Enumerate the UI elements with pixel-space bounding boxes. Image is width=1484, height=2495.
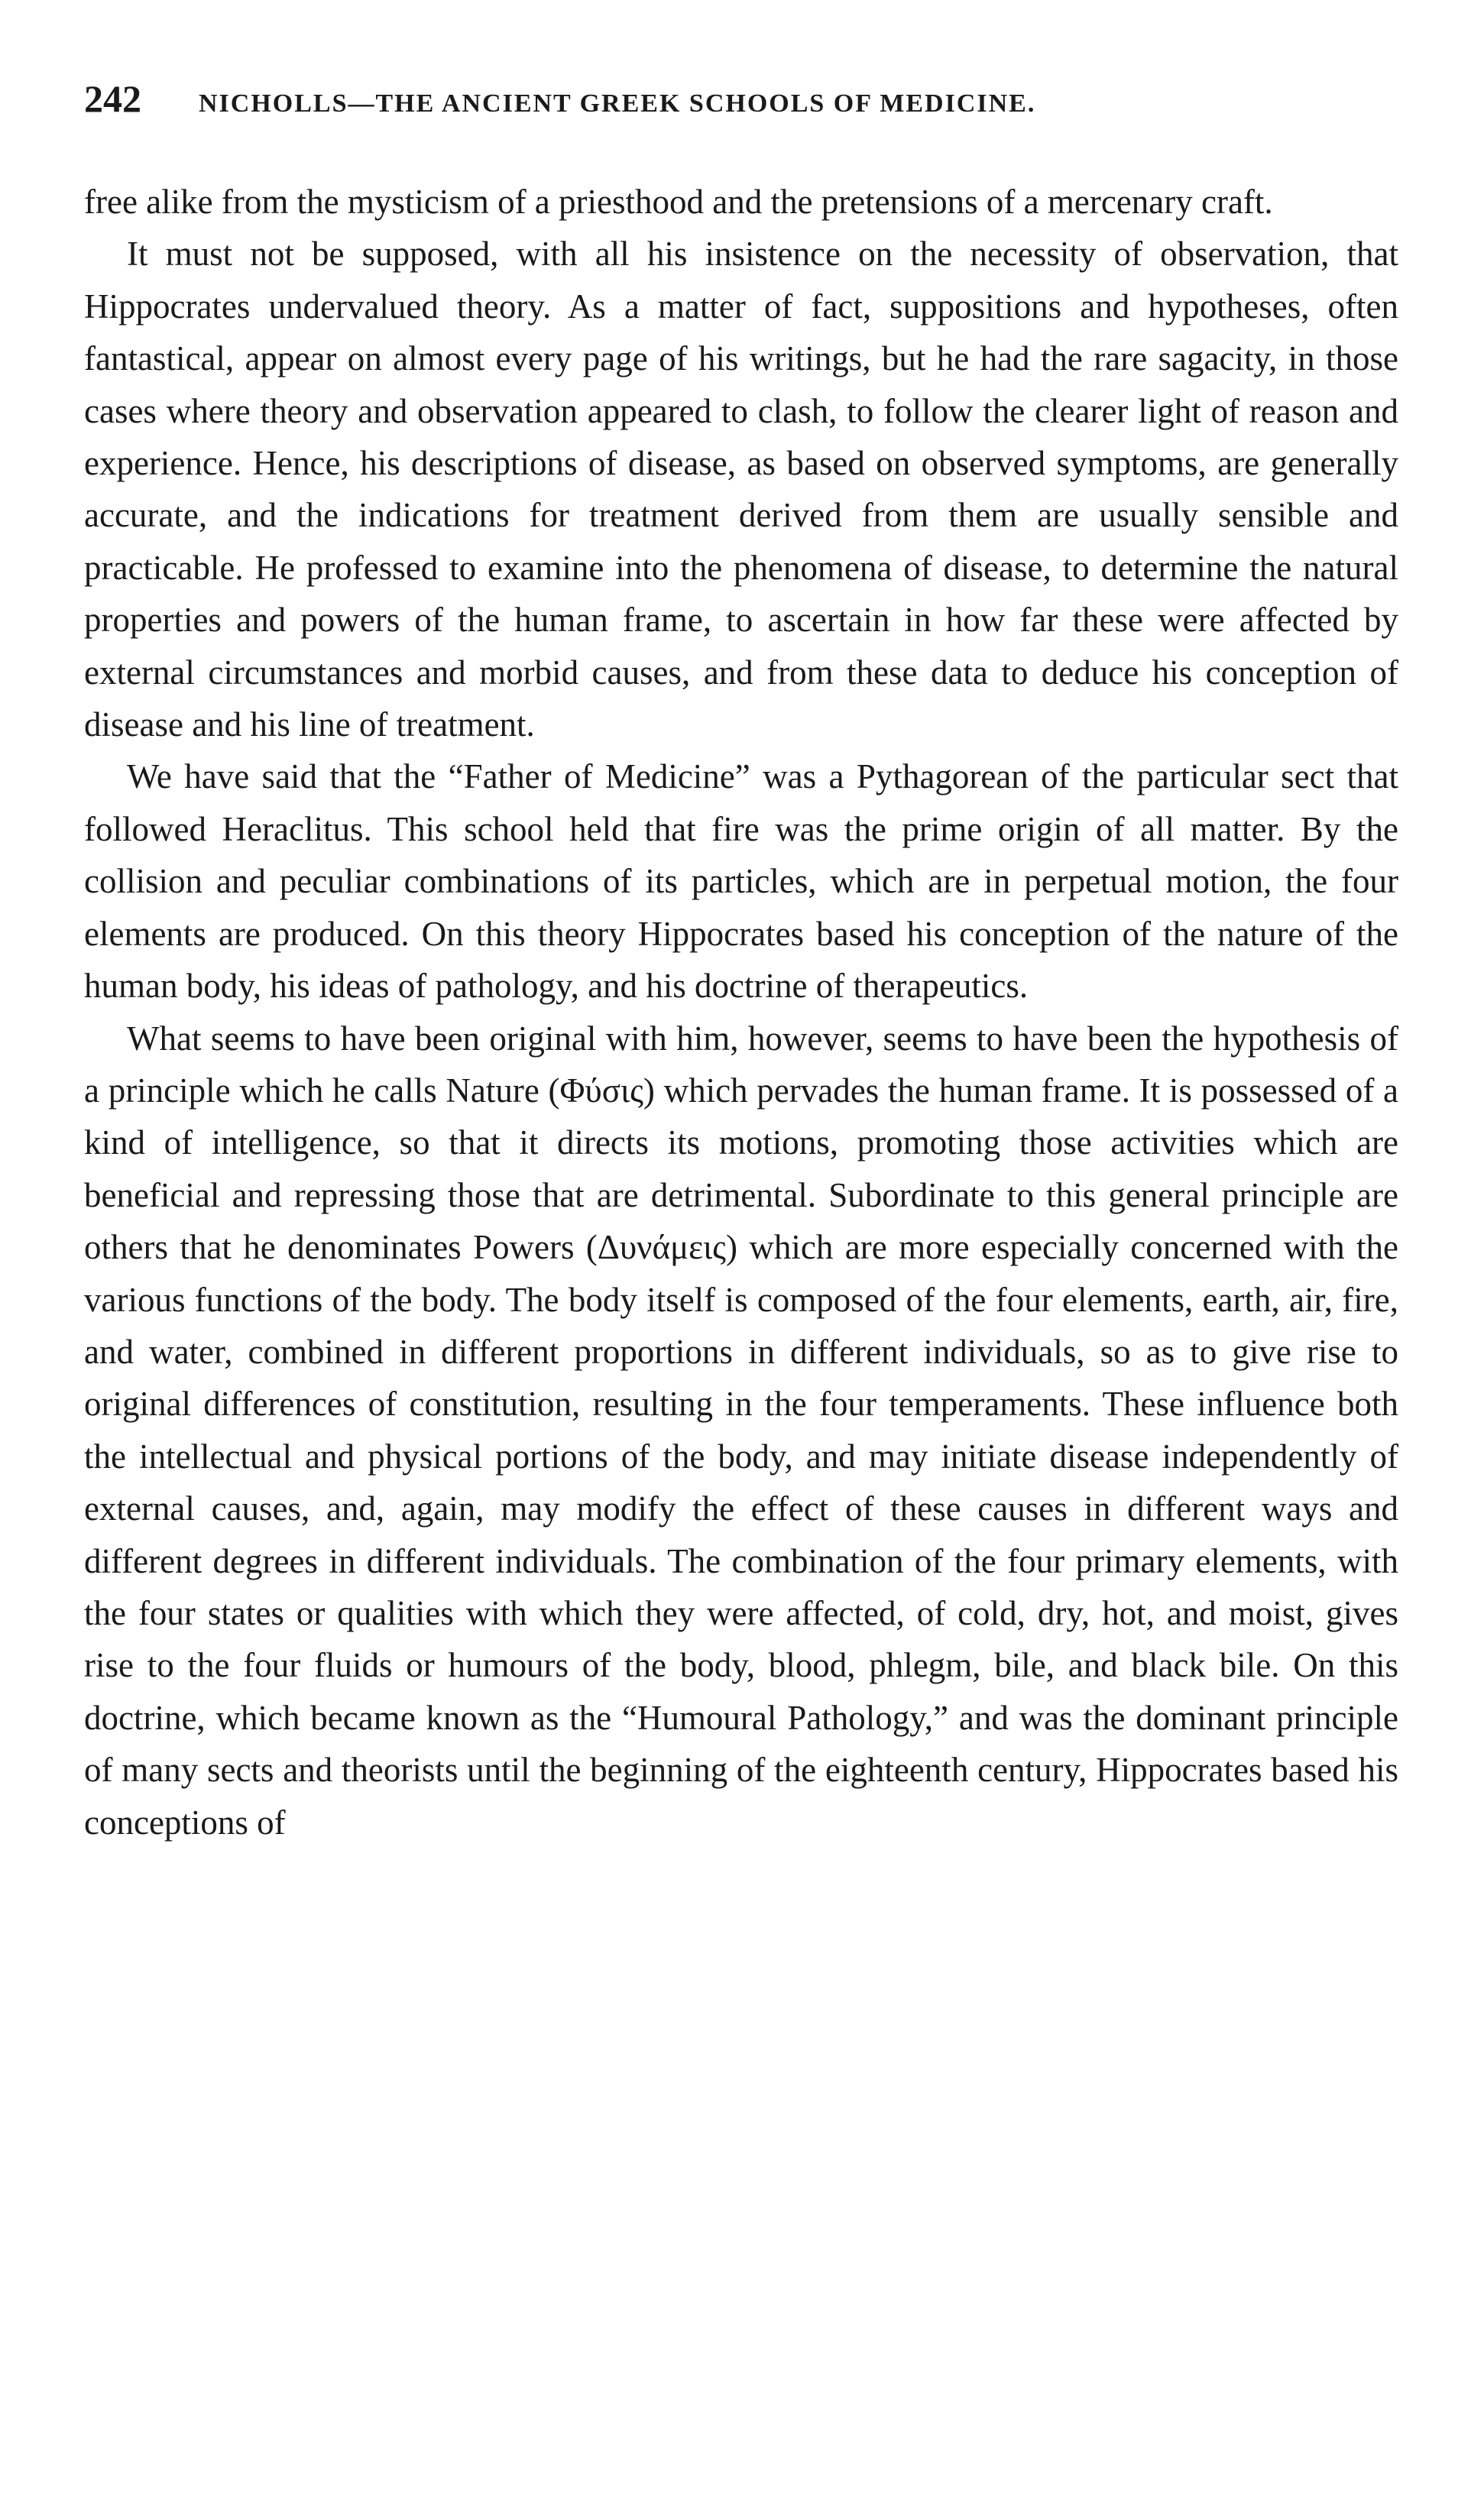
body-text [84, 176, 1398, 1849]
page-number: 242 [84, 77, 141, 120]
book-page [84, 76, 1398, 1849]
paragraph-continuation: free alike from the mysticism of a priesthood and the pretensions of a mercenary craft. [84, 183, 1273, 221]
running-head [84, 76, 1398, 145]
running-title: NICHOLLS—THE ANCIENT GREEK SCHOOLS OF MEDICINE. [199, 89, 1036, 118]
paragraph-nature: What seems to have been original with him, however, seems to have been the hypothesis of a principle which he calls Nature (Φύσις) which pervades the human frame. It is possessed of a kind of intelligence, so that it directs its motions, promoting those activities which are beneficial and repressing those that are detrimental. Subordinate to this general principle are others that he denominates Powers (Δυνάμεις) which are more especially concerned with the various functions of the body. The body itself is composed of the four elements, earth, air, fire, and water, combined in different proportions in different individuals, so as to give rise to original differences of constitution, resulting in the four temperaments. These influence both the intellectual and physical portions of the body, and may initiate disease independently of external causes, and, again, may modify the effect of these causes in different ways and different degrees in different individuals. The combination of the four primary elements, with the four states or qualities with which they were affected, of cold, dry, hot, and moist, gives rise to the four fluids or humours of the body, blood, phlegm, bile, and black bile. On this doctrine, which became known as the “Humoural Pathology,” and was the dominant principle of many sects and theorists until the beginning of the eighteenth century, Hippocrates based his conceptions of [84, 1019, 1398, 1842]
paragraph-theory: It must not be supposed, with all his insistence on the necessity of observation, that Hippocrates undervalued theory. As a matter of fact, suppositions and hypotheses, often fantastical, appear on almost every page of his writings, but he had the rare sagacity, in those cases where theory and observation appeared to clash, to follow the clearer light of reason and experience. Hence, his descriptions of disease, as based on observed symptoms, are generally accurate, and the indications for treatment derived from them are usually sensible and practicable. He professed to examine into the phenomena of disease, to determine the natural properties and powers of the human frame, to ascertain in how far these were affected by external circumstances and morbid causes, and from these data to deduce his conception of disease and his line of treatment. [84, 235, 1398, 744]
paragraph-heraclitus: We have said that the “Father of Medicine” was a Pythagorean of the particular sect that followed Heraclitus. This school held that fire was the prime origin of all matter. By the collision and peculiar combinations of its particles, which are in perpetual motion, the four elements are produced. On this theory Hippocrates based his conception of the nature of the human body, his ideas of pathology, and his doctrine of therapeutics. [84, 757, 1398, 1006]
